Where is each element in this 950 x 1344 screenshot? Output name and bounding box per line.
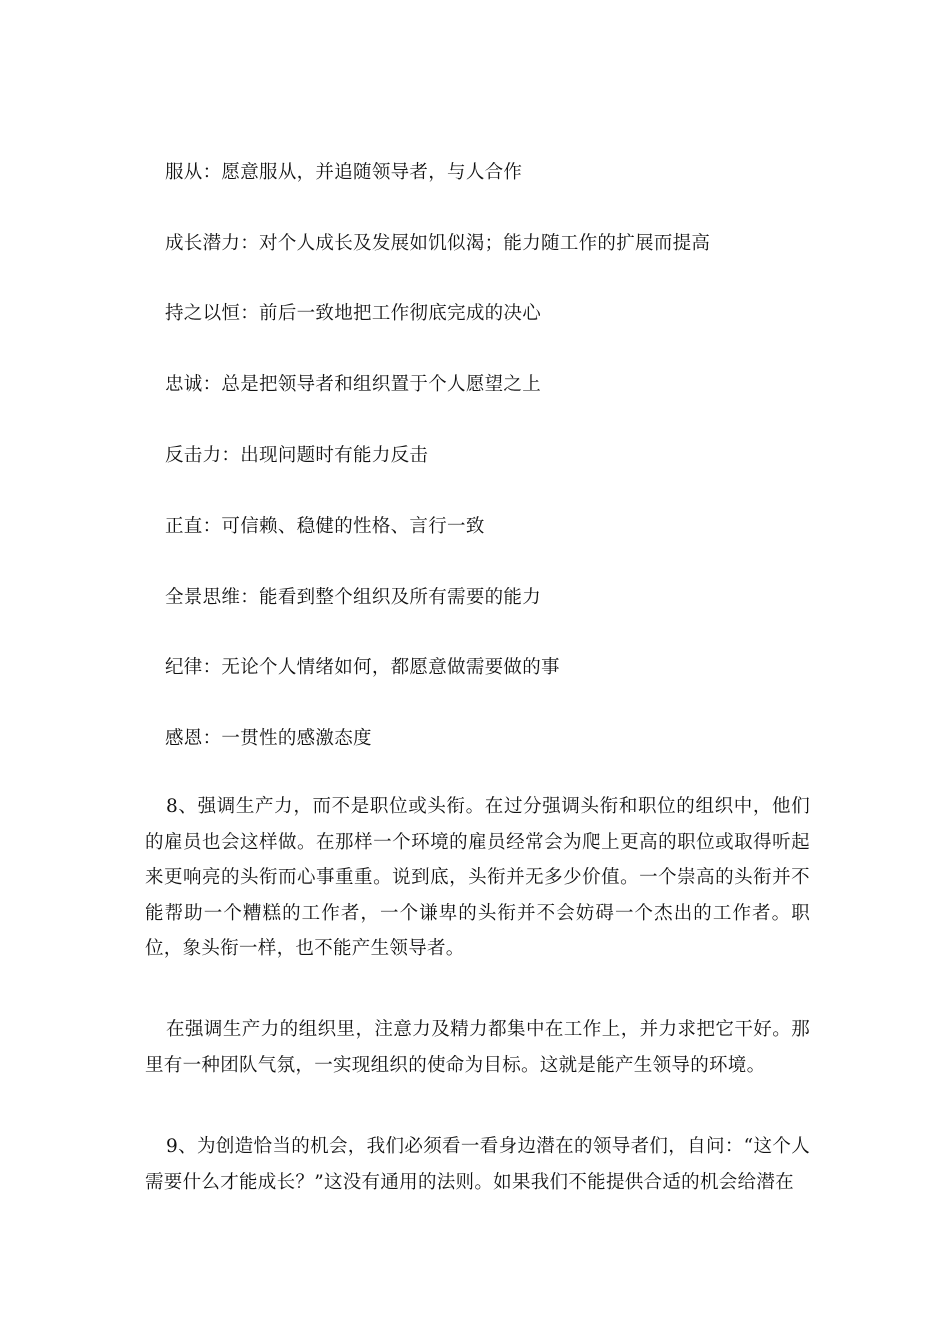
trait-item-perseverance bbox=[165, 302, 541, 326]
trait-item-loyalty bbox=[165, 373, 541, 397]
trait-separator: ： bbox=[202, 374, 222, 395]
trait-description: 前后一致地把工作彻底完成的决心 bbox=[259, 303, 542, 324]
trait-separator: ： bbox=[202, 657, 222, 678]
trait-description: 能看到整个组织及所有需要的能力 bbox=[259, 587, 542, 608]
trait-separator: ： bbox=[240, 587, 260, 608]
trait-item-big-picture bbox=[165, 586, 541, 610]
trait-item-discipline bbox=[165, 656, 560, 680]
trait-description: 无论个人情绪如何，都愿意做需要做的事 bbox=[221, 657, 560, 678]
trait-item-growth-potential bbox=[165, 232, 710, 256]
trait-separator: ： bbox=[202, 728, 222, 749]
trait-description: 对个人成长及发展如饥似渴；能力随工作的扩展而提高 bbox=[259, 233, 711, 254]
trait-label: 忠诚 bbox=[165, 374, 203, 395]
trait-description: 愿意服从，并追随领导者，与人合作 bbox=[221, 162, 523, 183]
trait-description: 总是把领导者和组织置于个人愿望之上 bbox=[221, 374, 542, 395]
trait-item-obedience bbox=[165, 161, 522, 185]
paragraph-team-atmosphere: 在强调生产力的组织里，注意力及精力都集中在工作上，并力求把它干好。那里有一种团队气氛，一实现组织的使命为目标。这就是能产生领导的环境。 bbox=[145, 1019, 810, 1076]
paragraph-opportunities: 9、为创造恰当的机会，我们必须看一看身边潜在的领导者们，自问：“这个人需要什么才能成长？”这没有通用的法则。如果我们不能提供合适的机会给潜在 bbox=[145, 1136, 810, 1193]
trait-label: 反击力 bbox=[165, 445, 222, 466]
trait-separator: ： bbox=[240, 303, 260, 324]
trait-separator: ： bbox=[240, 233, 260, 254]
trait-item-resilience bbox=[165, 444, 428, 468]
trait-separator: ： bbox=[202, 162, 222, 183]
trait-label: 成长潜力 bbox=[165, 233, 241, 254]
paragraph-productivity: 8、强调生产力，而不是职位或头衔。在过分强调头衔和职位的组织中，他们的雇员也会这样做。在那样一个环境的雇员经常会为爬上更高的职位或取得听起来更响亮的头衔而心事重重。说到底，头衔并无多少价值。一个崇高的头衔并不能帮助一个糟糕的工作者，一个谦卑的头衔并不会妨碍一个杰出的工作者。职位，象头衔一样，也不能产生领导者。 bbox=[145, 796, 810, 959]
trait-item-gratitude bbox=[165, 727, 372, 751]
trait-label: 持之以恒 bbox=[165, 303, 241, 324]
trait-label: 全景思维 bbox=[165, 587, 241, 608]
trait-label: 感恩 bbox=[165, 728, 203, 749]
trait-description: 出现问题时有能力反击 bbox=[240, 445, 429, 466]
trait-separator: ： bbox=[221, 445, 241, 466]
trait-item-integrity bbox=[165, 515, 485, 539]
trait-separator: ： bbox=[202, 516, 222, 537]
trait-description: 可信赖、稳健的性格、言行一致 bbox=[221, 516, 485, 537]
trait-label: 服从 bbox=[165, 162, 203, 183]
trait-label: 正直 bbox=[165, 516, 203, 537]
trait-description: 一贯性的感激态度 bbox=[221, 728, 372, 749]
trait-label: 纪律 bbox=[165, 657, 203, 678]
